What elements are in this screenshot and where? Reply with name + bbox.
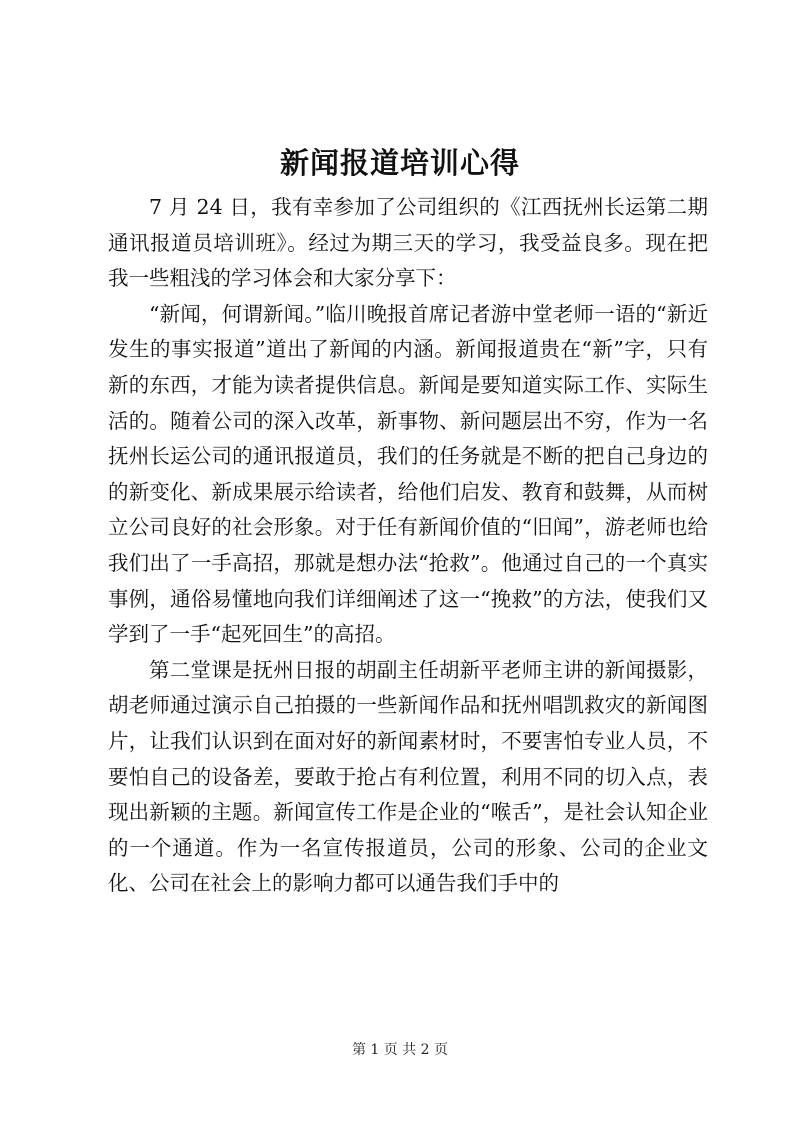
paragraph-1: 7 月 24 日，我有幸参加了公司组织的《江西抚州长运第二期通讯报道员培训班》。经过为期三天的学习，我受益良多。现在把我一些粗浅的学习体会和大家分享下： (108, 195, 708, 291)
document-title: 新闻报道培训心得 (279, 146, 520, 180)
document-body (108, 190, 708, 902)
paragraph-3: 第二堂课是抚州日报的胡副主任胡新平老师主讲的新闻摄影，胡老师通过演示自己拍摄的一些新闻作品和抚州唱凯救灾的新闻图片，让我们认识到在面对好的新闻素材时，不要害怕专业人员，不要怕自己的设备差，要敢于抢占有利位置，利用不同的切入点，表现出新颖的主题。新闻宣传工作是企业的“喉舌”，是社会认知企业的一个通道。作为一名宣传报道员，公司的形象、公司的企业文化、公司在社会上的影响力都可以通告我们手中的 (108, 657, 708, 896)
paragraph-2: “新闻，何谓新闻。”临川晚报首席记者游中堂老师一语的“新近发生的事实报道”道出了新闻的内涵。新闻报道贵在“新”字，只有新的东西，才能为读者提供信息。新闻是要知道实际工作、实际生活的。随着公司的深入改革，新事物、新问题层出不穷，作为一名抚州长运公司的通讯报道员，我们的任务就是不断的把自己身边的的新变化、新成果展示给读者，给他们启发、教育和鼓舞，从而树立公司良好的社会形象。对于任有新闻价值的“旧闻”，游老师也给我们出了一手高招，那就是想办法“抢救”。他通过自己的一个真实事例，通俗易懂地向我们详细阐述了这一“挽救”的方法，使我们又学到了一手“起死回生”的高招。 (108, 301, 708, 647)
page-footer: 第 1 页 共 2 页 (351, 1042, 449, 1058)
